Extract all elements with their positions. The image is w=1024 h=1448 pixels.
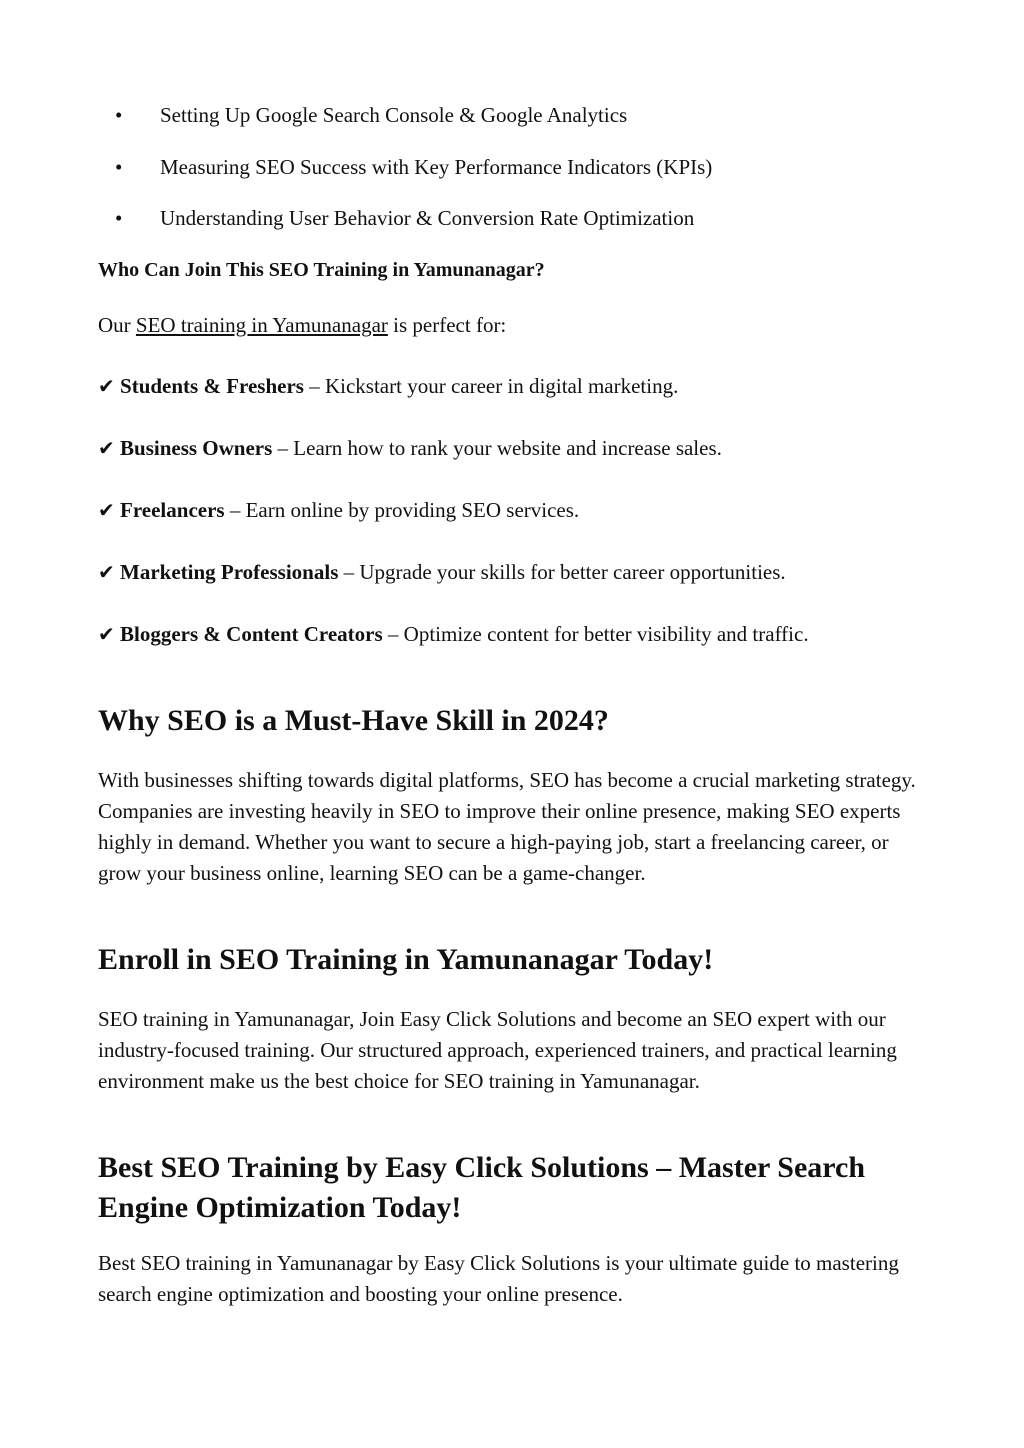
check-item-text: – Kickstart your career in digital marketing. xyxy=(303,374,679,398)
check-mark-icon: ✔ xyxy=(98,560,115,584)
bullet-dot-icon: • xyxy=(115,103,123,127)
check-item-title: Freelancers xyxy=(120,498,225,522)
bullet-item xyxy=(98,152,928,182)
enroll-body: SEO training in Yamunanagar, Join Easy Click Solutions and become an SEO expert with our industry-focused training. Our structured approach, experienced trainers, and practical learning environment make us the best choice for SEO training in Yamunanagar. xyxy=(98,1007,897,1093)
check-item xyxy=(98,433,809,463)
check-mark-icon: ✔ xyxy=(98,622,115,646)
who-can-join-heading: Who Can Join This SEO Training in Yamunanagar? xyxy=(98,259,545,281)
check-item xyxy=(98,371,809,401)
why-seo-body: With businesses shifting towards digital platforms, SEO has become a crucial marketing strategy. Companies are investing heavily in SEO to improve their online presence, making SEO experts highly in demand. Whether you want to secure a high-paying job, start a freelancing career, or grow your business online, learning SEO can be a game-changer. xyxy=(98,768,916,885)
intro-after-text: is perfect for: xyxy=(387,313,507,337)
why-seo-heading: Why SEO is a Must-Have Skill in 2024? xyxy=(98,704,609,737)
who-can-join-intro xyxy=(98,310,506,340)
check-item xyxy=(98,495,809,525)
check-mark-icon: ✔ xyxy=(98,436,115,460)
best-training-body: Best SEO training in Yamunanagar by Easy Click Solutions is your ultimate guide to mastering search engine optimization and boosting your online presence. xyxy=(98,1251,899,1306)
check-item-text: – Learn how to rank your website and increase sales. xyxy=(272,436,722,460)
check-item-title: Bloggers & Content Creators xyxy=(120,622,383,646)
bullet-text: Measuring SEO Success with Key Performance Indicators (KPIs) xyxy=(160,154,713,179)
check-item-title: Students & Freshers xyxy=(120,374,304,398)
bullet-text: Setting Up Google Search Console & Google Analytics xyxy=(160,103,628,127)
check-mark-icon: ✔ xyxy=(98,498,115,522)
check-item xyxy=(98,557,809,587)
bullet-dot-icon: • xyxy=(115,206,123,230)
check-item-text: – Optimize content for better visibility and traffic. xyxy=(382,622,809,646)
audience-check-list xyxy=(98,371,809,681)
bullet-dot-icon: • xyxy=(115,154,123,179)
seo-training-link[interactable]: SEO training in Yamunanagar xyxy=(135,313,388,337)
check-item-title: Marketing Professionals xyxy=(120,560,339,584)
check-item-text: – Earn online by providing SEO services. xyxy=(224,498,580,522)
bullet-text: Understanding User Behavior & Conversion Rate Optimization xyxy=(160,206,695,230)
analytics-bullet-list xyxy=(98,100,928,255)
bullet-item xyxy=(98,203,928,233)
bullet-item xyxy=(98,100,928,130)
check-item-text: – Upgrade your skills for better career opportunities. xyxy=(338,560,786,584)
intro-before-text: Our xyxy=(98,313,136,337)
enroll-heading: Enroll in SEO Training in Yamunanagar Today! xyxy=(98,943,714,976)
best-training-heading: Best SEO Training by Easy Click Solutions – Master Search Engine Optimization Today! xyxy=(98,1151,866,1224)
check-item xyxy=(98,619,809,649)
check-mark-icon: ✔ xyxy=(98,374,115,398)
check-item-title: Business Owners xyxy=(120,436,273,460)
